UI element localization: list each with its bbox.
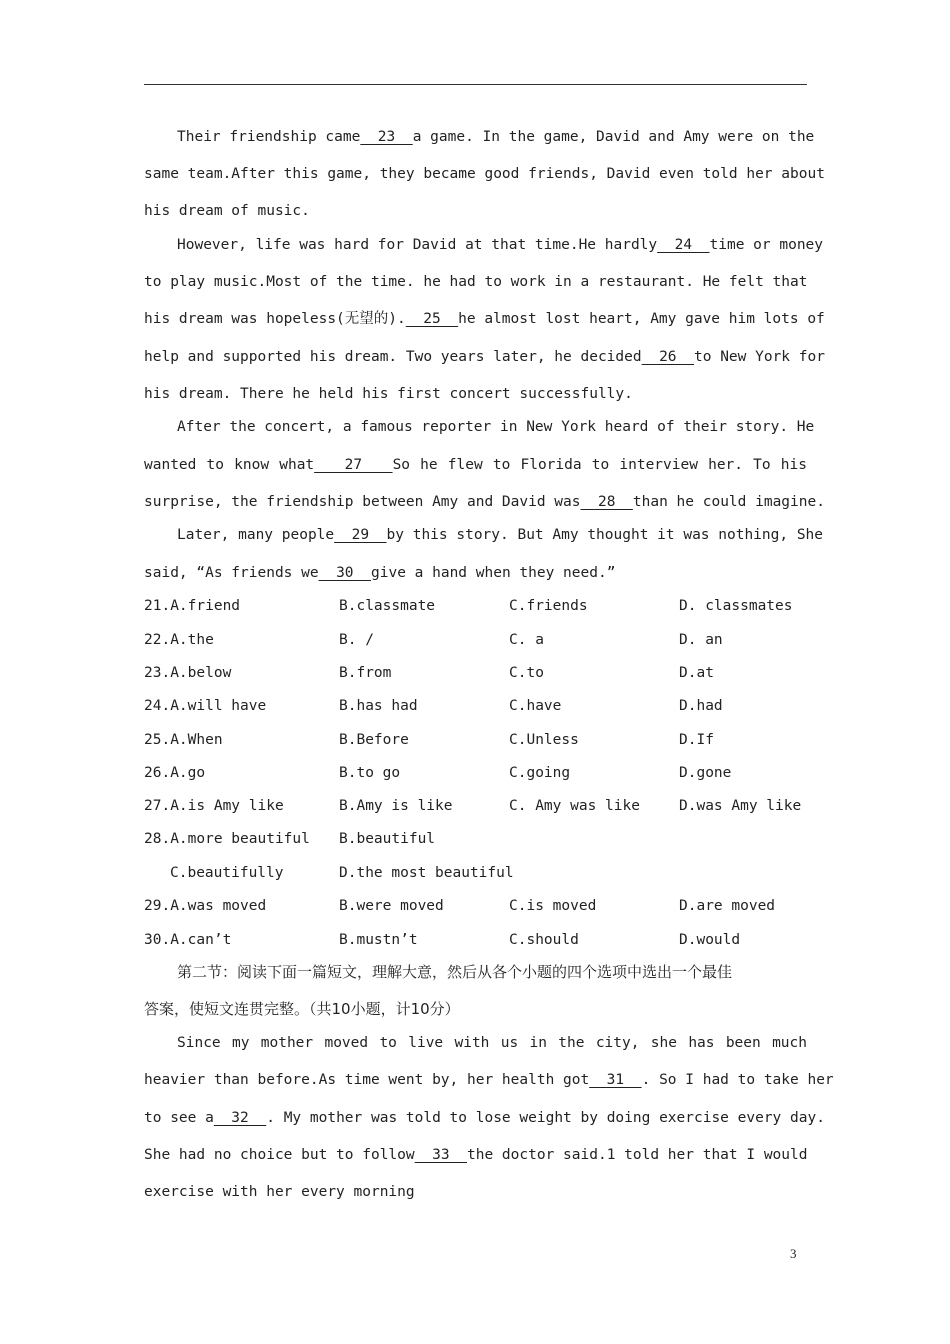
blank-27: 27 <box>314 457 393 473</box>
option-b[interactable]: B. / <box>339 632 374 648</box>
option-row <box>144 794 807 818</box>
passage1-line: same team.After this game, they became good friends, David even told her about <box>144 166 825 182</box>
option-b[interactable]: B.classmate <box>339 598 436 614</box>
passage1-line: his dream was hopeless(无望的). 25 he almost lost heart, Amy gave him lots of <box>144 311 825 327</box>
option-d[interactable]: D.are moved <box>679 898 776 914</box>
option-row <box>144 761 807 785</box>
option-b[interactable]: B.mustn’t <box>339 932 418 948</box>
blank-30: 30 <box>318 565 371 581</box>
option-d[interactable]: D.had <box>679 698 723 714</box>
option-d[interactable]: D.was Amy like <box>679 798 802 814</box>
passage1-line: surprise, the friendship between Amy and David was 28 than he could imagine. <box>144 494 825 510</box>
option-d[interactable]: D. an <box>679 632 723 648</box>
passage2-line: to see a 32 . My mother was told to lose weight by doing exercise every day. <box>144 1110 825 1126</box>
passage1-line: However, life was hard for David at that time.He hardly 24 time or money <box>177 237 824 253</box>
option-row <box>144 628 807 652</box>
option-d[interactable]: D.If <box>679 732 714 748</box>
passage2-line: Since my mother moved to live with us in the city, she has been much <box>177 1035 807 1051</box>
option-c[interactable]: C.should <box>509 932 579 948</box>
option-b[interactable]: B.to go <box>339 765 401 781</box>
option-c[interactable]: C. a <box>509 632 544 648</box>
passage1-line: Later, many people 29 by this story. But Amy thought it was nothing, She <box>177 527 824 543</box>
passage1-line: Their friendship came 23 a game. In the game, David and Amy were on the <box>177 129 815 145</box>
option-a[interactable]: 26.A.go <box>144 765 206 781</box>
blank-24: 24 <box>657 237 710 253</box>
option-b[interactable]: B.from <box>339 665 392 681</box>
option-row <box>144 894 807 918</box>
header-rule <box>144 84 807 85</box>
option-b[interactable]: B.has had <box>339 698 418 714</box>
option-d[interactable]: D.the most beautiful <box>339 865 514 881</box>
option-row <box>144 827 807 851</box>
option-b[interactable]: B.Amy is like <box>339 798 453 814</box>
option-a[interactable]: 29.A.was moved <box>144 898 267 914</box>
passage1-line: After the concert, a famous reporter in New York heard of their story. He <box>177 419 815 435</box>
option-a[interactable]: 24.A.will have <box>144 698 267 714</box>
passage2-line: exercise with her every morning <box>144 1184 415 1200</box>
option-d[interactable]: D.would <box>679 932 741 948</box>
blank-26: 26 <box>641 349 694 365</box>
blank-31: 31 <box>589 1072 642 1088</box>
option-a[interactable]: 25.A.When <box>144 732 223 748</box>
option-c[interactable]: C.friends <box>509 598 588 614</box>
blank-32: 32 <box>213 1110 267 1126</box>
option-c[interactable]: C.beautifully <box>170 865 284 881</box>
option-d[interactable]: D.gone <box>679 765 732 781</box>
passage2-line: She had no choice but to follow 33 the doctor said.1 told her that I would <box>144 1147 808 1163</box>
option-row <box>144 661 807 685</box>
option-a[interactable]: 21.A.friend <box>144 598 241 614</box>
option-c[interactable]: C.going <box>509 765 571 781</box>
option-row <box>144 594 807 618</box>
option-d[interactable]: D.at <box>679 665 714 681</box>
option-c[interactable]: C.is moved <box>509 898 597 914</box>
blank-29: 29 <box>334 527 387 543</box>
option-a[interactable]: 23.A.below <box>144 665 232 681</box>
page-number: 3 <box>790 1246 797 1261</box>
option-c[interactable]: C.Unless <box>509 732 579 748</box>
option-a[interactable]: 22.A.the <box>144 632 214 648</box>
option-c[interactable]: C. Amy was like <box>509 798 640 814</box>
option-row <box>144 694 807 718</box>
option-d[interactable]: D. classmates <box>679 598 793 614</box>
blank-33: 33 <box>414 1147 468 1163</box>
passage1-line: wanted to know what 27 So he flew to Florida to interview her. To his <box>144 457 807 473</box>
option-b[interactable]: B.beautiful <box>339 831 436 847</box>
passage1-line: said, “As friends we 30 give a hand when they need.” <box>144 565 616 581</box>
blank-28: 28 <box>580 494 633 510</box>
option-c[interactable]: C.have <box>509 698 562 714</box>
blank-23: 23 <box>360 129 413 145</box>
option-b[interactable]: B.were moved <box>339 898 444 914</box>
passage2-line: heavier than before.As time went by, her health got 31 . So I had to take her <box>144 1072 834 1088</box>
option-row <box>144 728 807 752</box>
passage1-line: help and supported his dream. Two years later, he decided 26 to New York for <box>144 349 825 365</box>
option-b[interactable]: B.Before <box>339 732 409 748</box>
section-instructions: 答案，使短文连贯完整。（共10小题，计10分） <box>144 1000 460 1018</box>
option-a[interactable]: 30.A.can’t <box>144 932 232 948</box>
option-c[interactable]: C.to <box>509 665 544 681</box>
passage1-line: to play music.Most of the time. he had to work in a restaurant. He felt that <box>144 274 808 290</box>
blank-25: 25 <box>405 311 459 327</box>
passage1-line: his dream of music. <box>144 203 310 219</box>
option-row <box>144 861 807 885</box>
option-a[interactable]: 27.A.is Amy like <box>144 798 284 814</box>
passage1-line: his dream. There he held his first concert successfully. <box>144 386 633 402</box>
section-heading: 第二节：阅读下面一篇短文，理解大意，然后从各个小题的四个选项中选出一个最佳 <box>177 963 733 981</box>
option-row <box>144 928 807 952</box>
option-a[interactable]: 28.A.more beautiful <box>144 831 310 847</box>
